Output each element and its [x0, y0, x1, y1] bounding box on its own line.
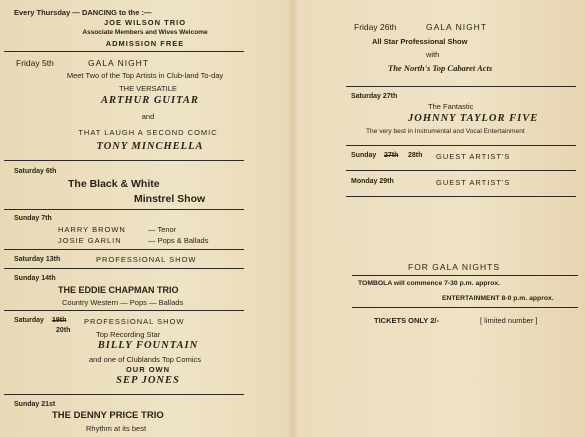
divider [4, 51, 244, 52]
gala-tombola: TOMBOLA will commence 7-30 p.m. approx. [358, 280, 501, 287]
sunday-7-day: Sunday 7th [14, 215, 52, 222]
friday-5-title: GALA NIGHT [88, 58, 150, 68]
sunday-28-day: Sunday [351, 152, 377, 159]
sunday-21-title: THE DENNY PRICE TRIO [52, 410, 164, 421]
divider [4, 310, 244, 311]
thursday-line1: Every Thursday — DANCING to the :— [14, 8, 152, 17]
left-column [0, 0, 290, 437]
saturday-27-fantastic: The Fantastic [428, 102, 474, 111]
saturday-27-day: Saturday 27th [351, 93, 398, 100]
sunday-14-day: Sunday 14th [14, 275, 56, 282]
saturday-6-line2: Minstrel Show [134, 193, 206, 205]
saturday-6-line1: The Black & White [68, 178, 160, 190]
saturday-20-comics: and one of Clublands Top Comics [88, 355, 201, 364]
friday-26-day: Friday 26th [354, 22, 397, 32]
monday-29-text: GUEST ARTIST'S [436, 178, 511, 187]
divider [346, 170, 576, 171]
sunday-7-name2: JOSIE GARLIN [58, 236, 122, 245]
friday-5-day: Friday 5th [16, 58, 54, 68]
saturday-27-artist: JOHNNY TAYLOR FIVE [408, 113, 539, 124]
saturday-20-struck-date: 19th [52, 317, 67, 324]
right-column [296, 0, 585, 437]
saturday-20-title: PROFESSIONAL SHOW [84, 317, 185, 326]
sunday-14-title: THE EDDIE CHAPMAN TRIO [58, 285, 179, 295]
saturday-20-artist2: SEP JONES [116, 375, 180, 386]
gala-tickets: TICKETS ONLY 2/- [374, 316, 440, 325]
sunday-7-role2: — Pops & Ballads [148, 236, 209, 245]
sunday-14-sub: Country Western — Pops — Ballads [62, 298, 184, 307]
saturday-13-day: Saturday 13th [14, 256, 61, 263]
divider [4, 160, 244, 161]
friday-5-comic: THAT LAUGH A SECOND COMIC [78, 128, 218, 137]
friday-5-versatile: THE VERSATILE [119, 84, 177, 93]
sunday-7-role1: — Tenor [148, 225, 177, 234]
gala-limited: [ limited number ] [480, 316, 538, 325]
thursday-members: Associate Members and Wives Welcome [82, 29, 208, 36]
friday-26-title: GALA NIGHT [426, 22, 488, 32]
divider [352, 307, 578, 308]
friday-26-line2: The North's Top Cabaret Acts [388, 63, 493, 73]
friday-5-artist2: TONY MINCHELLA [96, 141, 204, 152]
saturday-13-text: PROFESSIONAL SHOW [96, 255, 197, 264]
friday-26-line1: All Star Professional Show [372, 37, 468, 46]
gala-entertainment: ENTERTAINMENT 8-0 p.m. approx. [442, 295, 554, 302]
gala-title: FOR GALA NIGHTS [408, 262, 500, 272]
divider [4, 268, 244, 269]
friday-5-artist1: ARTHUR GUITAR [101, 95, 199, 106]
saturday-6-day: Saturday 6th [14, 168, 57, 175]
sunday-28-struck-date: 27th [384, 152, 399, 159]
thursday-band: JOE WILSON TRIO [103, 18, 187, 27]
thursday-admission: ADMISSION FREE [105, 39, 185, 48]
sunday-7-name1: HARRY BROWN [58, 225, 126, 234]
saturday-20-date: 20th [56, 327, 71, 334]
divider [346, 196, 576, 197]
saturday-27-sub: The very best in Instrumental and Vocal Entertainment [366, 128, 525, 135]
divider [346, 86, 576, 87]
friday-26-with: with [426, 50, 440, 59]
sunday-28-date: 28th [408, 152, 423, 159]
saturday-20-artist1: BILLY FOUNTAIN [97, 340, 199, 351]
monday-29-day: Monday 29th [351, 178, 394, 185]
divider [352, 275, 578, 276]
divider [4, 209, 244, 210]
saturday-20-star: Top Recording Star [96, 330, 161, 339]
sunday-21-sub: Rhythm at its best [86, 424, 147, 433]
friday-5-meet: Meet Two of the Top Artists in Club-land To-day [66, 71, 224, 80]
saturday-20-day: Saturday [14, 317, 44, 324]
friday-5-and: and [141, 112, 155, 121]
divider [4, 394, 244, 395]
sunday-21-day: Sunday 21st [14, 401, 56, 408]
divider [346, 145, 576, 146]
divider [4, 249, 244, 250]
sunday-28-text: GUEST ARTIST'S [436, 152, 511, 161]
saturday-20-own: OUR OWN [125, 365, 171, 374]
